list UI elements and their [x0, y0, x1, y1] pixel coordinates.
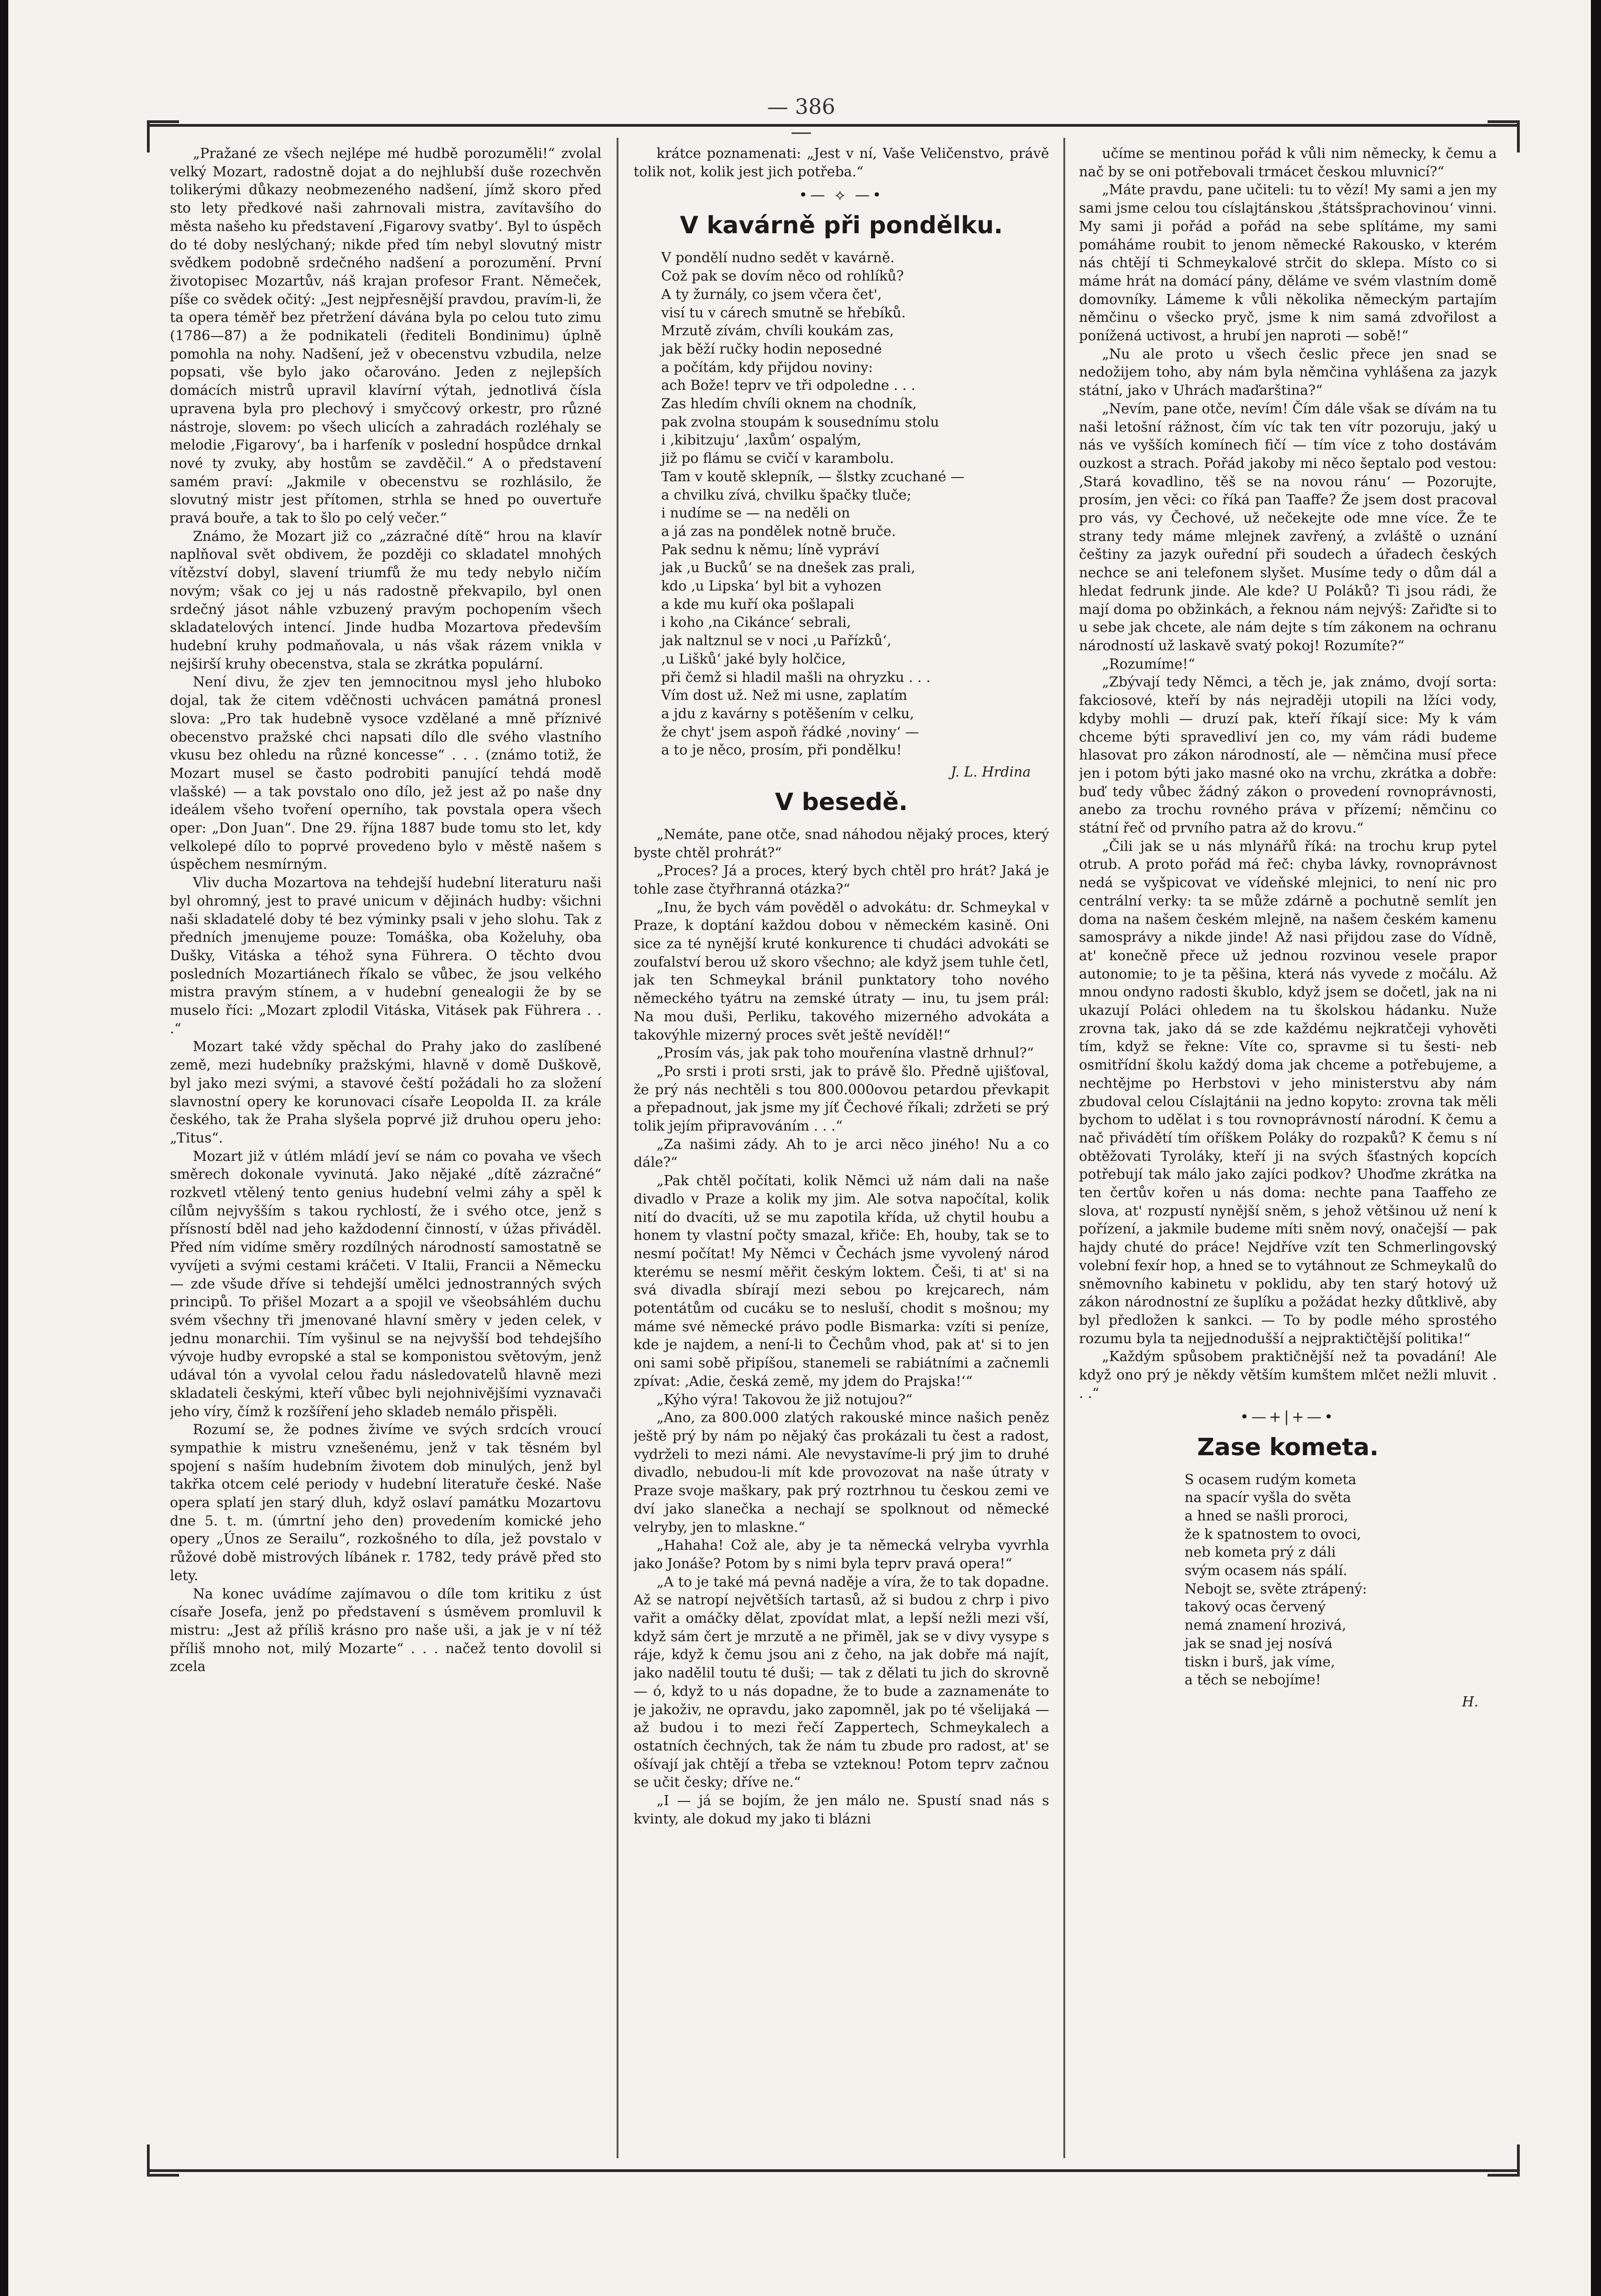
paragraph: Mozart také vždy spěchal do Prahy jako do zaslíbené země, mezi hudebníky pražskými, hlavně v domě Duškově, byl jako mezi svými, a stavové čeští požádali ho za složení slavnostní opery ke korunovaci císaře Leopolda II. za krále českého, tak že Praha slyšela poprvé již druhou operu jeho: „Titus“.: [170, 1039, 601, 1146]
scan-right-edge: [1591, 0, 1601, 2296]
poem-line: Pak sednu k němu; líně vypráví: [661, 541, 879, 558]
column-middle: [634, 145, 1049, 2156]
poem-line: Nebojt se, světe ztrápený:: [1185, 1581, 1367, 1597]
poem-line: a chvilku zívá, chvilku špačky tluče;: [661, 487, 911, 503]
paragraph: „Pak chtěl počítati, kolik Němci už nám dali na naše divadlo v Praze a kolik my jim. Ale sotva napočítal, kolik nití do dvacíti, už se mu zapotila křída, už chytil houbu a honem ty vlastní počty smazal, křiče: Eh, houby, tak se to nesmí počítat! My Němci v Čechách jsme vyvolený národ kterému se nesmí měřit českým loktem. Češi, ti at' si na svá divadla sbírají mezi sebou po krejcarech, nám potentátům od cucáku se to nesluší, chodit s mošnou; my máme své německé právo podle Bismarka: vzíti si peníze, kde je najdem, a není-li to Čechům vhod, pak at' si to jen oni sami sobě připíšou, stanemeli se rabiátními a začnemli zpívat: ‚Adie, česká země, my jdem do Prajska!‘“: [634, 1173, 1049, 1390]
paragraph: „Nu ale proto u všech česlic přece jen snad se nedožijem toho, aby nám byla němčina vyhlášena za jazyk státní, jako v Uhrách maďarština?“: [1079, 346, 1497, 399]
paragraph: „Inu, že bych vám pověděl o advokátu: dr. Schmeykal v Praze, k doptání každou dobou v německém kasině. Oni sice za té nynější kruté konkurence ti chudáci advokáti se zoufalství berou už skoro všechno; ale když jsem tuhle četl, jak ten Schmeykal bránil punktatory toho nového německého tyátru na zemské útraty — inu, tu jsem prál: Na mou duši, Perliku, takového mizerného advokáta a takovýhle mizerný proces svět ještě nevíděl!“: [634, 899, 1049, 1043]
column-right: [1079, 145, 1497, 2156]
poem-line: Zas hledím chvíli oknem na chodník,: [661, 396, 917, 412]
poem-line: svým ocasem nás spálí.: [1185, 1563, 1348, 1579]
section-ornament: •— ⟡ —•: [798, 186, 884, 204]
paragraph: Není divu, že zjev ten jemnocitnou mysl jeho hluboko dojal, tak že citem vděčnosti uchvácen památná pronesl slova: „Pro tak hudebně vysoce vzdělané a mně příznivé obecenstvo pražské chci napsati dílo dle svého vlastního vkusu bez ohledu na různé koncesse“ . . . (známo totiž, že Mozart musel se často podrobiti panující tehdá modě vlašské) — a tak povstalo ono dílo, jež jest až po naše dny ideálem všeho tvoření operního, tak povstala opera všech oper: „Don Juan“. Dne 29. října 1887 bude tomu sto let, kdy velkolepé dílo to poprvé provedeno bylo v městě našem s úspěchem nesmírným.: [170, 674, 601, 873]
paragraph: „Proces? Já a proces, který bych chtěl pro hrát? Jaká je tohle zase čtyřhranná otázka?“: [634, 863, 1049, 897]
column-divider: [1063, 138, 1065, 2158]
poem-line: neb kometa prý z dáli: [1185, 1544, 1336, 1561]
poem-line: i koho ‚na Cikánce‘ sebrali,: [661, 614, 851, 631]
poem-line: že chyt' jsem aspoň řádké ‚noviny‘ —: [661, 724, 919, 740]
paragraph: Rozumí se, že podnes živíme ve svých srdcích vroucí sympathie k mistru vznešenému, jenž v tak těsném byl spojení s naším hudebním životem dob minulých, jenž byl takřka otcem celé periody v hudební literatuře české. Naše opera splatí jen starý dluh, když oslaví památku Mozartovu dne 5. t. m. (úmrtní jeho den) provedením komické jeho opery „Únos ze Serailu“, rozkošného to díla, jež povstalo v růžové době mistrových líbánek r. 1782, tedy právě před sto lety.: [170, 1422, 601, 1584]
paragraph: Známo, že Mozart již co „zázračné dítě“ hrou na klavír naplňoval svět obdivem, že později co skladatel mnohých vítězství dobyl, slavení triumfů že mu tedy nebylo ničím novým; však co jej u nás radostně překvapilo, byl onen srdečný jásot náhle vzbuzený pravým pochopením všech skladatelových intencí. Jinde hudba Mozartova především hudební kruhy podmaňovala, u nás však rázem vnikla v nejširší kruhy obecenstva, stala se zkrátka populární.: [170, 528, 601, 672]
poem-signature: H.: [1462, 1694, 1478, 1710]
page-number: — 386 —: [767, 94, 836, 144]
paragraph: „Máte pravdu, pane učiteli: tu to vězí! My sami a jen my sami jsme celou tou císlajtánskou ‚štátsšprachovinou‘ vinni. My sami ji pořád a pořád na sebe splítáme, my sami pomáháme roubit to jenom německé Rakousko, v kterém nás chtějí ti Schmeykalové strčit do sklepa. Místo co si máme hrát na domácí pány, děláme ve svém vlastním domě domovníky. Lámeme k vůli několika německým partajím němčinu o všecko pryč, jsme k nim samá zdvořilost a ponížená uctivost, a hrubí jen naproti — sobě!“: [1079, 182, 1497, 344]
poem-line: S ocasem rudým kometa: [1185, 1471, 1357, 1488]
poem-line: Tam v koutě sklepník, — šlstky zcuchané —: [661, 468, 965, 485]
poem-title-kavarna: V kavárně při pondělku.: [680, 212, 1003, 240]
poem-line: při čemž si hladil mašli na ohryzku . . .: [661, 669, 931, 686]
poem-line: že k spatnostem to ovoci,: [1185, 1526, 1361, 1542]
paragraph: „Pražané ze všech nejlépe mé hudbě porozuměli!“ zvolal velký Mozart, radostně dojat a do nejhlubší duše rozechvěn tolikerými důkazy neobmezeného nadšení, jímž skoro před sto lety předkové naši zahrnovali mistra, zavítavšího do města našeho ku představení ‚Figarovy svatby‘. Byl to úspěch do té doby neslýchaný; nikde před tím nebyl slovutný mistr svědkem podobně srdečného nadšení a porozumění. První životopisec Mozartův, náš krajan profesor Frant. Němeček, píše co svědek očitý: „Jest nejpřesnější pravdou, pravím-li, že ta opera téměř bez přetržení dávána byla po celou tuto zimu (1786—87) a že podnikateli (řediteli Bondinimu) úplně pomohla na nohy. Nadšení, jež v obecenstvu vzbudila, nelze popsati, vše bylo jako očarováno. Jeden z nejlepších domácích mistrů upravil klavírní výtah, jednotlivá čísla upravena byla pro plechový i smyčcový orkestr, pro různé nástroje, slovem: po všech ulicích a zahradách rozléhaly se melodie ‚Figarovy‘, ba i harfeník v poslední hospůdce drnkal nové ty zvuky, aby hostům se zavděčil.“ A o představení samém praví: „Jakmile v obecenstvu se rozhlásilo, že slovutný mistr jest přítomen, strhla se hned po ouvertuře pravá bouře, a tak to šlo po celý večer.“: [170, 146, 601, 527]
paragraph: „Za našimi zády. Ah to je arci něco jiného! Nu a co dále?“: [634, 1136, 1049, 1171]
poem-line: ‚u Lišků‘ jaké byly holčice,: [661, 651, 846, 667]
poem-line: a jdu z kavárny s potěšením v celku,: [661, 705, 914, 722]
paragraph: „Prosím vás, jak pak toho mouřenína vlastně drhnul?“: [657, 1045, 1034, 1062]
poem-line: tiskn i burš, jak víme,: [1185, 1654, 1335, 1670]
column-divider: [617, 138, 618, 2158]
poem-title-kometa: Zase kometa.: [1197, 1433, 1379, 1461]
paragraph: učíme se mentinou pořád k vůli nim německy, k čemu a nač by se oni potřebovali trmácet českou mluvnicí?“: [1079, 146, 1497, 180]
poem-line: i nudíme se — na neděli on: [661, 505, 850, 522]
poem-line: A ty žurnály, co jsem včera čet',: [661, 286, 882, 303]
column-mozart-article: [170, 145, 601, 2156]
poem-line: na spacír vyšla do světa: [1185, 1490, 1351, 1506]
poem-line: takový ocas červený: [1185, 1599, 1326, 1615]
paragraph: „Ano, za 800.000 zlatých rakouské mince našich peněz ještě prý by nám po nějaký čas prokázali tu čest a radost, vydrželi to mezi námi. Ale nevystavíme-li prý jim to druhé divadlo, nebudou-li mít kde provozovat na naše útraty v Praze svoje maškary, pak prý roztrhnou tu českou zemi ve dví jako slanečka a nechají se spolknout od německé velryby, jen to mlaskne.“: [634, 1410, 1049, 1536]
poem-kavarna: [661, 249, 1049, 760]
paragraph: „Rozumíme!“: [1102, 656, 1195, 672]
paragraph: Na konec uvádíme zajímavou o díle tom kritiku z úst císaře Josefa, jenž po představení s úsměvem promluvil k mistru: „Jest až příliš krásno pro naše uši, a jak je v ní též příliš mnoho not, milý Mozarte“ . . . načež tento dovolil si zcela: [170, 1586, 601, 1675]
poem-line: a počítám, kdy přijdou noviny:: [661, 359, 873, 376]
paragraph: Vliv ducha Mozartova na tehdejší hudební literaturu naši byl ohromný, jest to pravé unicum v dějinách hudby: všichni naši skladatelé doby té bez výminky psali v jeho slohu. Tak z předních jmenujeme pouze: Tomáška, oba Koželuhy, oba Dušky, Vitáska a téhož syna Führera. O těchto dvou posledních Mozartiánech říkalo se vůbec, že jsou velkého mistra pravým stínem, a v hudební genealogii že by se muselo říci: „Mozart zplodil Vitáska, Vitásek pak Führera . . .“: [170, 875, 601, 1037]
paragraph: „Hahaha! Což ale, aby je ta německá velryba vyvrhla jako Jonáše? Potom by s nimi byla teprv pravá opera!“: [634, 1537, 1049, 1572]
paragraph: „Čili jak se u nás mlynářů říká: na trochu krup pytel otrub. A proto pořád má řeč: chyba lávky, rovnoprávnost nedá se vyšpicovat ve vídeňské mlejnici, to není nic pro centrální verky: ta se může zdárně a pochutně semlít jen doma na našem českém mlejně, na našem českém kamenu samosprávy a nikde jinde! Až nasi přijdou zase do Vídně, at' konečně přece už jednou rozvinou vesele prapor autonomie; to je ta pěšina, která nás vyvede z močálu. Až mnou ondyno radosti škublo, když jsem se dočetl, jak na ni ukazují Poláci ohledem na tu školskou hádanku. Nuže zrovna tak, jako dá se zde každému nejkratčeji vyhověti tím, když se řekne: Víte co, spravme si tu šesti- neb osmitřídní školu každý doma jak chceme a potřebujeme, a nechtějme po Herbstovi v jeho ministerstvu aby nám zbudoval celou Císlajtánii na jedno kopyto: zrovna tak měli bychom to udělat i s tou rovnoprávností národní. K čemu a nač přivádětí tím oříškem Poláky do rozpaků? K čemu s ní obtěžovati Tyroláky, kteří ji na svých šťastných kopcích potřebují tak málo jako zajíci podkov? Uhoďme zkrátka na ten čertův kořen u nás doma: nechte pana Taaffeho ze slova, at' rozpustí nynější sněm, s jehož většinou už není k pořízení, a jakmile budeme míti sněm nový, onačejší — pak hajdy chuté do práce! Nejdříve vzít ten Schmerlingovský volební fexír hop, a hned se to vytáhnout ze Schmeykalů do sněmovního kabinetu v poklidu, aby ten starý hotový už zákon národnostní ze šuplíku a požádat hezky důtklivě, aby byl předložen k sankci. — To by podle mého sprostého rozumu byla ta nejjednodušší a nejpraktičtější politika!“: [1079, 838, 1497, 1347]
poem-line: Mrzutě zívám, chvíli koukám zas,: [661, 323, 894, 339]
paragraph: Mozart již v útlém mládí jeví se nám co povaha ve všech směrech dokonale vyvinutá. Jako nějaké „dítě zázračné“ rozkvetl vtělený tento genius hudební velmi záhy a spěl k cílům nejvyšším s takou rychlostí, že i svého otce, jenž s přísností bděl nad jeho každodenní činností, v úžas přiváděl. Před ním vidíme směry rozdílných národností samostatně se vyvíjeti a svými cestami kráčeti. V Italii, Francii a Německu — zde všude dříve si tehdejší umělci jednostranných svých principů. To přišel Mozart a a spojil ve všeobsáhlém duchu svém všechny tři jmenované hlavní směry v jeden celek, v jednu monarchii. Tím vyšinul se na nejvyšší bod tehdejšího vývoje hudby evropské a stal se komponistou světovým, jenž udával tón a vyvolal celou řadu následovatelů hlavně mezi skladateli českými, kteří vůbec byli nejohnivějšími vyznavači jeho víry, čímž k rozšíření jeho skladeb nemálo přispěli.: [170, 1148, 601, 1420]
poem-line: kdo ‚u Lipska‘ byl bit a vyhozen: [661, 578, 882, 595]
poem-line: visí tu v cárech smutně se hřebíků.: [661, 304, 906, 321]
section-title-besede: V besedě.: [775, 788, 908, 816]
poem-line: jak ‚u Bucků‘ se na dnešek zas prali,: [661, 560, 916, 576]
poem-line: a těch se nebojíme!: [1185, 1672, 1321, 1688]
section-ornament: •—+|+—•: [1240, 1407, 1336, 1425]
poem-line: jak se snad jej nosívá: [1185, 1635, 1333, 1652]
poem-line: Což pak se dovím něco od rohlíků?: [661, 268, 904, 285]
poem-line: a hned se našli proroci,: [1185, 1508, 1348, 1524]
poem-line: ach Bože! teprv ve tři odpoledne . . .: [661, 377, 916, 394]
poem-line: pak zvolna stoupám k sousednímu stolu: [661, 414, 939, 430]
paragraph: „Kýho výra! Takovou že již notujou?“: [657, 1391, 913, 1408]
poem-line: Vím dost už. Než mi usne, zaplatím: [661, 687, 907, 704]
poem-line: již po flámu se cvičí v karambolu.: [661, 450, 894, 467]
paragraph: „Každým spůsobem praktičnější než ta povadání! Ale když ono prý je někdy větším kumštem mlčet nežli mluvit . . .“: [1079, 1349, 1497, 1401]
poem-line: jak běží ručky hodin neposedné: [661, 341, 882, 357]
paragraph: „Zbývají tedy Němci, a těch je, jak známo, dvojí sorta: fakciosové, kteří by nás nejraději utopili na lžíci vody, kdyby mohli — druzí pak, kteří říkají sice: My k vám chceme býti spravedliví jen co, my vám rádi budeme hlasovat pro zákon národností, ale — němčina musí přece jen i potom býti jako masné oko na vrchu, zkrátka a dobře: buď tedy vůbec žádný zákon o provedení rovnoprávnosti, anebo za trochu rovného práva v přízemí; němčinu co státní řeč od prvního patra až do krovu.“: [1079, 674, 1497, 837]
poem-line: a kde mu kuří oka pošlapali: [661, 596, 854, 613]
poem-line: i ‚kibitzuju‘ ‚laxům‘ ospalým,: [661, 432, 861, 449]
paragraph: „Nemáte, pane otče, snad náhodou nějaký proces, který byste chtěl prohrát?“: [634, 826, 1049, 861]
poem-line: a to je něco, prosím, při pondělku!: [661, 742, 902, 759]
poem-line: jak naltznul se v noci ‚u Pařízků‘,: [661, 633, 892, 649]
paragraph: krátce poznamenati: „Jest v ní, Vaše Veličenstvo, právě tolik not, kolik jest jich potřeba.“: [634, 146, 1049, 180]
paragraph: „Po srsti i proti srsti, jak to právě šlo. Předně ujišťoval, že prý nás nechtěli s tou 800.000ovou petardou převkapit a přepadnout, jak jsme my jíť Čechové říkali; zdržeti se prý tolik jejím připravováním . . .“: [634, 1063, 1049, 1135]
paragraph: „I — já se bojím, že jen málo ne. Spustí snad nás s kvinty, ale dokud my jako ti blázni: [634, 1793, 1049, 1827]
scan-left-edge: [0, 0, 8, 2296]
paragraph: „A to je také má pevná naděje a víra, že to tak dopadne. Až se natropí největších tartasů, až si budou z chrp i pivo vařit a omáčky dělat, zpovídat mlat, a lepší nežli mezi vší, když sám čert je mrzutě a ne přiměl, jak se v divy vysype s ráje, když k čemu jsou ani z čeho, na jak dobře má najít, jako nadělil toutu té duši; — tak z dělati tu jich do skrovně — ó, když to u nás dopadne, že to bude a zaznamenáte to je jakoživ, ne opravdu, jako zapomněl, jak po té všelijaká — až budou i to mezi řečí Zappertech, Schmeykalech a ostatních čechných, tak že nám tu zbude pro radost, at' se ošívají jak chtějí a třeba se vzteknou! Potom teprv začnou se učit česky; dříve ne.“: [634, 1574, 1049, 1791]
poem-signature: J. L. Hrdina: [950, 764, 1031, 781]
paragraph: „Nevím, pane otče, nevím! Čím dále však se dívám na tu naši letošní rážnost, čím víc tak ten vítr pozoruju, jaký u nás ve vyšších komínech fičí — tím více z toho dostávám ouzkost a strach. Pořád jakoby mi něco šeptalo pod vestou: ‚Stará kovadlino, těš se na novou ránu‘ — Pozorujte, prosím, jen věci: co říká pan Taaffe? Že jsem dost pracoval pro vás, vy Čechové, už nečekejte ode mne více. Že te strany tedy máme mlejnek zavřený, a zvláště o uznání češtiny za jazyk ouřední při soudech a úřadech českých nechce se ani telefonem slyšet. Musíme tedy o dům dál a hledat fedrunk jinde. Ale kde? U Poláků? Ti jsou rádi, že mají doma po obžinkách, a řeknou nám nejvýš: Zařiďte si to u sebe jak chcete, ale nám dejte s tím zákonem na ochranu národností už laskavě svatý pokoj! Rozumíte?“: [1079, 400, 1497, 654]
poem-line: V pondělí nudno sedět v kavárně.: [661, 250, 895, 266]
poem-line: a já zas na pondělek notně bruče.: [661, 523, 896, 540]
poem-kometa: [1185, 1471, 1497, 1689]
poem-line: nemá znamení hrozivá,: [1185, 1617, 1347, 1634]
